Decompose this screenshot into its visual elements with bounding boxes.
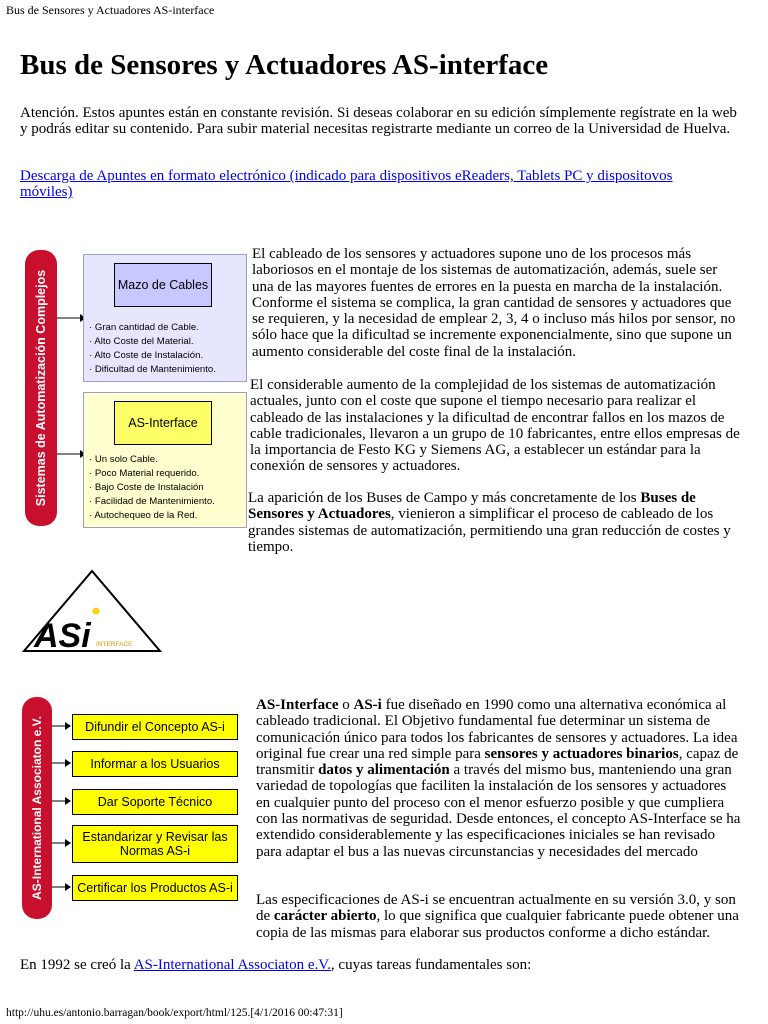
cable-harness-item-3: · Alto Coste de Instalación. — [89, 350, 204, 361]
task-box-3: Dar Soporte Técnico — [72, 789, 238, 815]
asi-logo-text: ASi — [34, 617, 91, 655]
page-header: Bus de Sensores y Actuadores AS-interface — [6, 3, 215, 17]
as-international-label: AS-International Associaton e.V. — [30, 716, 44, 900]
task-box-2: Informar a los Usuarios — [72, 751, 238, 777]
download-link[interactable]: Descarga de Apuntes en formato electrónico (indicado para dispositivos eReaders, Tablets PC y dispositovos móviles) — [20, 168, 673, 201]
asi-logo — [20, 567, 164, 655]
task-box-4: Estandarizar y Revisar las Normas AS-i — [72, 825, 238, 863]
as-interface-item-5: · Autochequeo de la Red. — [89, 510, 198, 521]
cable-harness-item-2: · Alto Coste del Material. — [89, 336, 194, 347]
as-interface-item-2: · Poco Material requerido. — [89, 468, 200, 479]
paragraph-as-interface: AS-Interface o AS-i fue diseñado en 1990 como una alternativa económica al cableado tradicional. El Objetivo fundamental fue determinar un sistema de comunicación único para todos los fabricantes de sensores y actuadores. La idea original fue crear una red simple para sensores y actuadores binarios, capaz de transmitir datos y alimentación a través del mismo bus, manteniendo una gran variedad de topologías que faciliten la instalación de los sensores y actuadores en cualquier punto del proceso con el menor esfuerzo posible y que cumpliera con las normativas de seguridad. Desde entonces, el concepto AS-Interface se ha extendido considerablemente y las especificaciones iniciales se han revisado para adaptar el bus a las nuevas circunstancias y necesidades del mercado — [256, 697, 741, 860]
complex-systems-label: Sistemas de Automatización Complejos — [34, 269, 48, 507]
page-title: Bus de Sensores y Actuadores AS-interface — [20, 49, 549, 81]
as-interface-box: AS-Interface — [114, 401, 212, 445]
paragraph-complexity: El considerable aumento de la complejidad de los sistemas de automatización actuales, junto con el coste que supone el tiempo necesario para realizar el cableado de las instalaciones y la dificultad de encontrar fallos en los mazos de cable tradicionales, llevaron a un grupo de 10 fabricantes, entre ellos empresas de la importancia de Festo KG y Siemens AG, a establecer un estándar para la conexión de sensores y actuadores. — [250, 377, 740, 475]
as-international-link[interactable]: AS-International Associaton e.V. — [133, 957, 331, 973]
paragraph-cabling: El cableado de los sensores y actuadores supone uno de los procesos más laboriosos en el montaje de los sistemas de automatización, además, suele ser una de las mayores fuentes de errores en la puesta en marcha de la instalación. Conforme el sistema se complica, la gran cantidad de sensores y actuadores que se requieren, y la necesidad de emplear 2, 3, 4 o incluso más hilos por sensor, no sólo hace que la dificultad se incremente exponencialmente, sino que supone un aumento considerable del coste final de la instalación. — [252, 246, 736, 360]
cable-harness-panel — [83, 254, 247, 382]
complex-systems-diagram — [20, 246, 250, 530]
task-box-1: Difundir el Concepto AS-i — [72, 714, 238, 740]
intro-paragraph: Atención. Estos apuntes están en constante revisión. Si deseas colaborar en su edición símplemente regístrate en la web y podrás editar su contenido. Para subir material necesitas registrarte mediante un correo de la Universidad de Huelva. — [20, 105, 737, 138]
task-box-5: Certificar los Productos AS-i — [72, 875, 238, 901]
as-interface-panel — [83, 392, 247, 528]
paragraph-association: En 1992 se creó la AS-International Associaton e.V., cuyas tareas fundamentales son: — [20, 957, 532, 973]
cable-harness-item-1: · Gran cantidad de Cable. — [89, 322, 199, 333]
as-interface-item-3: · Bajo Coste de Instalación — [89, 482, 204, 493]
paragraph-specifications: Las especificaciones de AS-i se encuentran actualmente en su versión 3.0, y son de carácter abierto, lo que significa que cualquier fabricante puede obtener una copia de las mismas para elaborar sus productos conforme a dicho estándar. — [256, 892, 739, 941]
paragraph-field-buses: La aparición de los Buses de Campo y más concretamente de los Buses de Sensores y Actuadores, vienieron a simplificar el proceso de cableado de los grandes sistemas de automatización, permitiendo una gran reducción de costes y tiempo. — [248, 490, 731, 555]
asi-logo-dot — [93, 608, 100, 615]
as-international-diagram — [20, 697, 250, 919]
page-footer-url: http://uhu.es/antonio.barragan/book/export/html/125.[4/1/2016 00:47:31] — [6, 1007, 343, 1019]
as-interface-item-4: · Facilidad de Mantenimiento. — [89, 496, 215, 507]
as-interface-item-1: · Un solo Cable. — [89, 454, 158, 465]
cable-harness-box: Mazo de Cables — [114, 263, 212, 307]
cable-harness-item-4: · Dificultad de Mantenimiento. — [89, 364, 216, 375]
asi-logo-subtext: INTERFACE — [96, 641, 133, 648]
